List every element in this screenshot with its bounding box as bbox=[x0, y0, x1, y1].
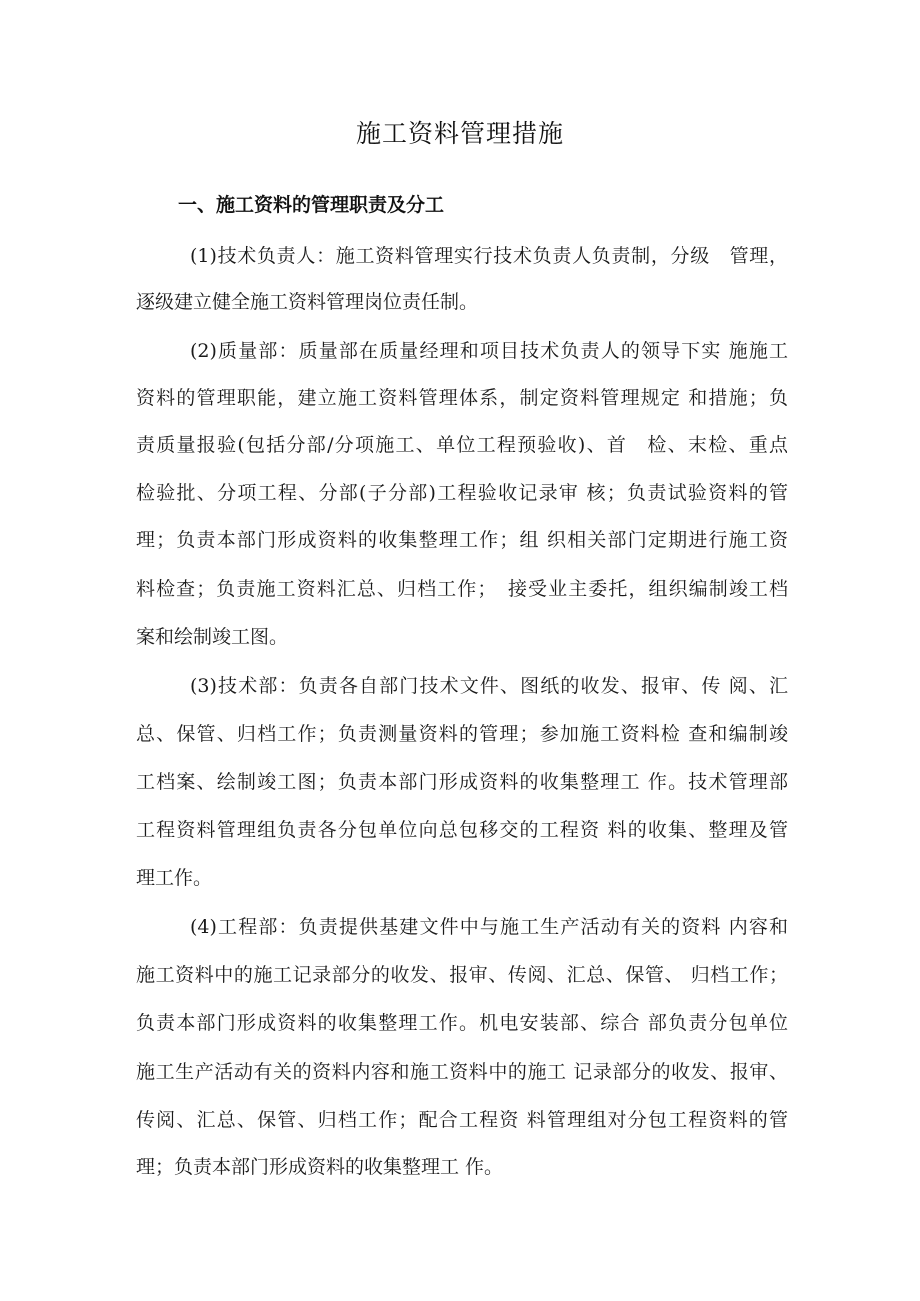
paragraph-4-line-5: 传阅、汇总、保管、归档工作；配合工程资 料管理组对分包工程资料的管 bbox=[136, 1109, 788, 1131]
paragraph-4-line-2: 施工资料中的施工记录部分的收发、报审、传阅、汇总、保管、 归档工作； bbox=[136, 964, 788, 986]
paragraph-4-line-4: 施工生产活动有关的资料内容和施工资料中的施工 记录部分的收发、报审、 bbox=[136, 1061, 788, 1083]
paragraph-2-line-4: 检验批、分项工程、分部(子分部)工程验收记录审 核；负责试验资料的管 bbox=[136, 482, 788, 504]
paragraph-1-line-1: (1)技术负责人：施工资料管理实行技术负责人负责制，分级 管理， bbox=[190, 245, 788, 267]
paragraph-2-line-3: 责质量报验(包括分部/分项施工、单位工程预验收)、首 检、末检、重点 bbox=[136, 434, 788, 456]
paragraph-4-line-6: 理；负责本部门形成资料的收集整理工 作。 bbox=[136, 1156, 504, 1178]
paragraph-4-line-1: (4)工程部：负责提供基建文件中与施工生产活动有关的资料 内容和 bbox=[190, 916, 788, 938]
paragraph-3-line-4: 工程资料管理组负责各分包单位向总包移交的工程资 料的收集、整理及管 bbox=[136, 819, 788, 841]
paragraph-2-line-6: 料检查；负责施工资料汇总、归档工作； 接受业主委托，组织编制竣工档 bbox=[136, 578, 788, 600]
paragraph-4-line-3: 负责本部门形成资料的收集整理工作。机电安装部、综合 部负责分包单位 bbox=[136, 1012, 788, 1034]
paragraph-2-line-5: 理；负责本部门形成资料的收集整理工作；组 织相关部门定期进行施工资 bbox=[136, 529, 788, 551]
paragraph-3-line-2: 总、保管、归档工作；负责测量资料的管理；参加施工资料检 查和编制竣 bbox=[136, 723, 788, 745]
paragraph-3-line-3: 工档案、绘制竣工图；负责本部门形成资料的收集整理工 作。技术管理部 bbox=[136, 771, 788, 793]
paragraph-2-line-7: 案和绘制竣工图。 bbox=[136, 626, 289, 648]
paragraph-3-line-5: 理工作。 bbox=[136, 867, 213, 889]
paragraph-3-line-1: (3)技术部：负责各自部门技术文件、图纸的收发、报审、传 阅、汇 bbox=[190, 675, 788, 697]
paragraph-1-line-2: 逐级建立健全施工资料管理岗位责任制。 bbox=[136, 291, 479, 313]
paragraph-2-line-1: (2)质量部：质量部在质量经理和项目技术负责人的领导下实 施施工 bbox=[190, 340, 788, 362]
section-heading: 一、施工资料的管理职责及分工 bbox=[178, 194, 445, 216]
paragraph-2-line-2: 资料的管理职能，建立施工资料管理体系，制定资料管理规定 和措施；负 bbox=[136, 387, 788, 409]
page-title: 施工资料管理措施 bbox=[355, 119, 564, 148]
